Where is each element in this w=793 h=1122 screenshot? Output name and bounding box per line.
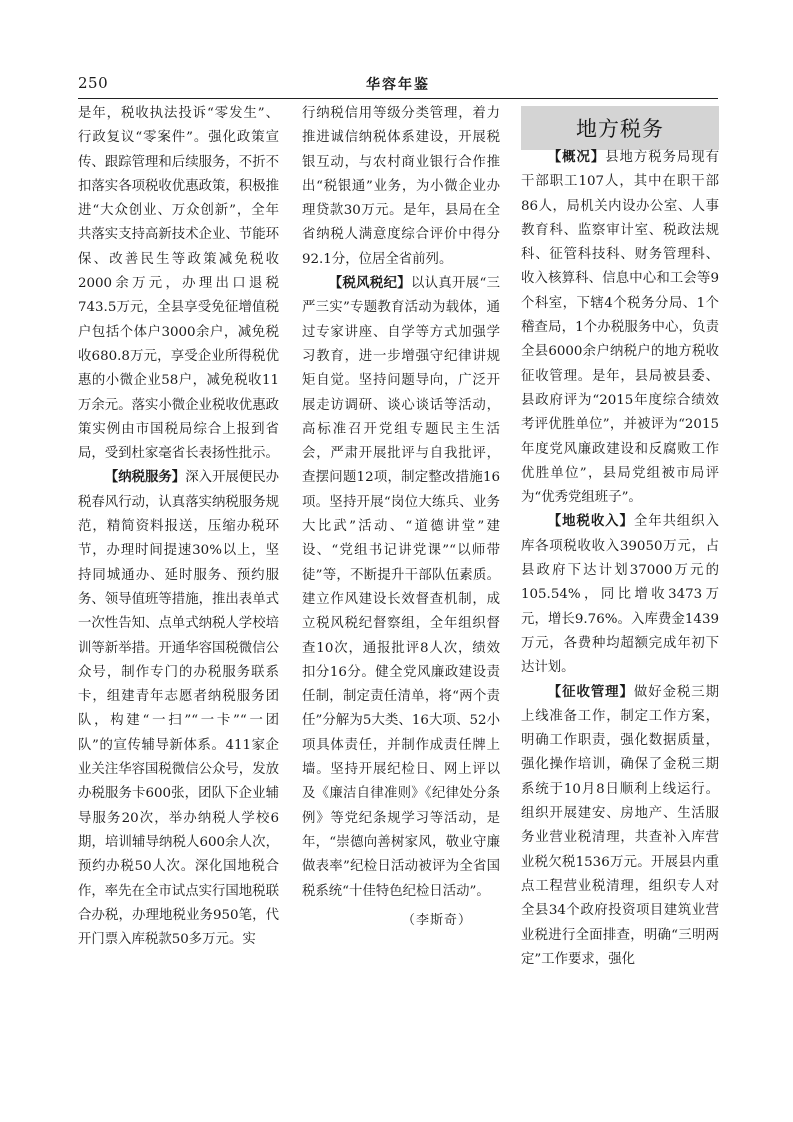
paragraph	[521, 510, 719, 680]
section-title: 地方税务	[576, 117, 664, 141]
section-heading: 【税风税纪】	[328, 276, 411, 292]
paragraph	[521, 681, 719, 973]
paragraph-text: 县地方税务局现有干部职工107人，其中在职干部86人，局机关内设办公室、人事教育科、监察审计室、税政法规科、征管科技科、财务管理科、收入核算科、信息中心和工会等9个科室，下辖4个税务分局、1个稽查局，1个办税服务中心，负责全县6000余户纳税户的地方税收征收管理。是年，县局被县委、县政府评为“2015年度综合绩效考评优胜单位”，并被评为“2015年度党风廉政建设和反腐败工作优胜单位”，县局党组被市局评为“优秀党组班子”。	[521, 150, 720, 506]
section-heading: 【征收管理】	[547, 684, 634, 700]
author-signature: （李斯奇）	[401, 912, 472, 928]
paragraph-text: 全年共组织入库各项税收收入39050万元，占县政府下达计划37000万元的105.54%，同比增收3473万元，增长9.76%。入库费金1439万元，各费种均超额完成年初下达计划。	[521, 514, 720, 676]
section-title-box	[521, 106, 719, 150]
paragraph: 是年，税收执法投诉“零发生”、行政复议“零案件”。强化政策宣传、跟踪管理和后续服务，不折不扣落实各项税收优惠政策，积极推进“大众创业、万众创新”，全年共落实支持高新技术企业、节能环保、改善民生等政策减免税收2000余万元，办理出口退税743.5万元，全县享受免征增值税户包括个体户3000余户，减免税收680.8万元，享受企业所得税优惠的小微企业58户，减免税收11万余元。落实小微企业税收优惠政策实例由市国税局综合上报到省局，受到杜家毫省长表扬性批示。	[78, 106, 279, 462]
section-heading: 【概况】	[547, 150, 606, 165]
paragraph	[302, 272, 500, 904]
paragraph	[521, 146, 719, 510]
column-3	[521, 146, 719, 972]
paragraph: 行纳税信用等级分类管理，着力推进诚信纳税体系建设，开展税银互动，与农村商业银行合作推出“税银通”业务，为小微企业办理贷款30万元。是年，县局在全省纳税人满意度综合评价中得分92.1分，位居全省前列。	[302, 106, 500, 267]
section-heading: 【纳税服务】	[104, 470, 186, 486]
column-1	[78, 102, 279, 952]
page-header	[78, 74, 718, 98]
book-title: 华容年鉴	[366, 77, 430, 93]
paragraph	[78, 466, 279, 952]
paragraph-text: 做好金税三期上线准备工作，制定工作方案，明确工作职责，强化数据质量，强化操作培训，确保了金税三期系统于10月8日顺利上线运行。组织开展建安、房地产、生活服务业营业税清理，共查补入库营业税欠税1536万元。开展县内重点工程营业税清理，组织专人对全县34个政府投资项目建筑业营业税进行全面排查，明确“三明两定”工作要求，强化	[521, 684, 720, 967]
page-number: 250	[78, 74, 109, 92]
section-heading: 【地税收入】	[547, 514, 634, 530]
paragraph-text: 以认真开展“三严三实”专题教育活动为载体，通过专家讲座、自学等方式加强学习教育，进一步增强守纪律讲规矩自觉。坚持问题导向，广泛开展走访调研、谈心谈话等活动，高标准召开党组专题民主生活会，严肃开展批评与自我批评，查摆问题12项，制定整改措施16项。坚持开展“岗位大练兵、业务大比武”活动、“道德讲堂”建设、“党组书记讲党课”“以师带徒”等，不断提升干部队伍素质。建立作风建设长效督查机制，成立税风税纪督察组，全年组织督查10次，通报批评8人次，绩效扣分16分。健全党风廉政建设责任制，制定责任清单，将“两个责任”分解为5大类、16大项、52小项具体责任，并制作成责任牌上墙。坚持开展纪检日、网上评以及《廉洁自律准则》《纪律处分条例》等党纪条规学习等活动，是年，“崇德向善树家风，敬业守廉做表率”纪检日活动被评为全省国税系统“十佳特色纪检日活动”。	[302, 276, 500, 899]
paragraph-text: 深入开展便民办税春风行动，认真落实纳税服务规范，精简资料报送，压缩办税环节，办理时间提速30%以上，坚持同城通办、延时服务、预约服务、领导值班等措施，推出表单式一次性告知、点单式纳税人学校培训等新举措。开通华容国税微信公众号，制作专门的办税服务联系卡，组建青年志愿者纳税服务团队，构建“一扫”“一卡”“一团队”的宣传辅导新体系。411家企业关注华容国税微信公众号，发放办税服务卡600张，团队下企业辅导服务20次，举办纳税人学校6期，培训辅导纳税人600余人次，预约办税50人次。深化国地税合作，率先在全市试点实行国地税联合办税，办理地税业务950笔，代开门票入库税款50多万元。实	[78, 470, 279, 948]
column-2	[302, 102, 500, 933]
header-rule	[78, 98, 718, 99]
